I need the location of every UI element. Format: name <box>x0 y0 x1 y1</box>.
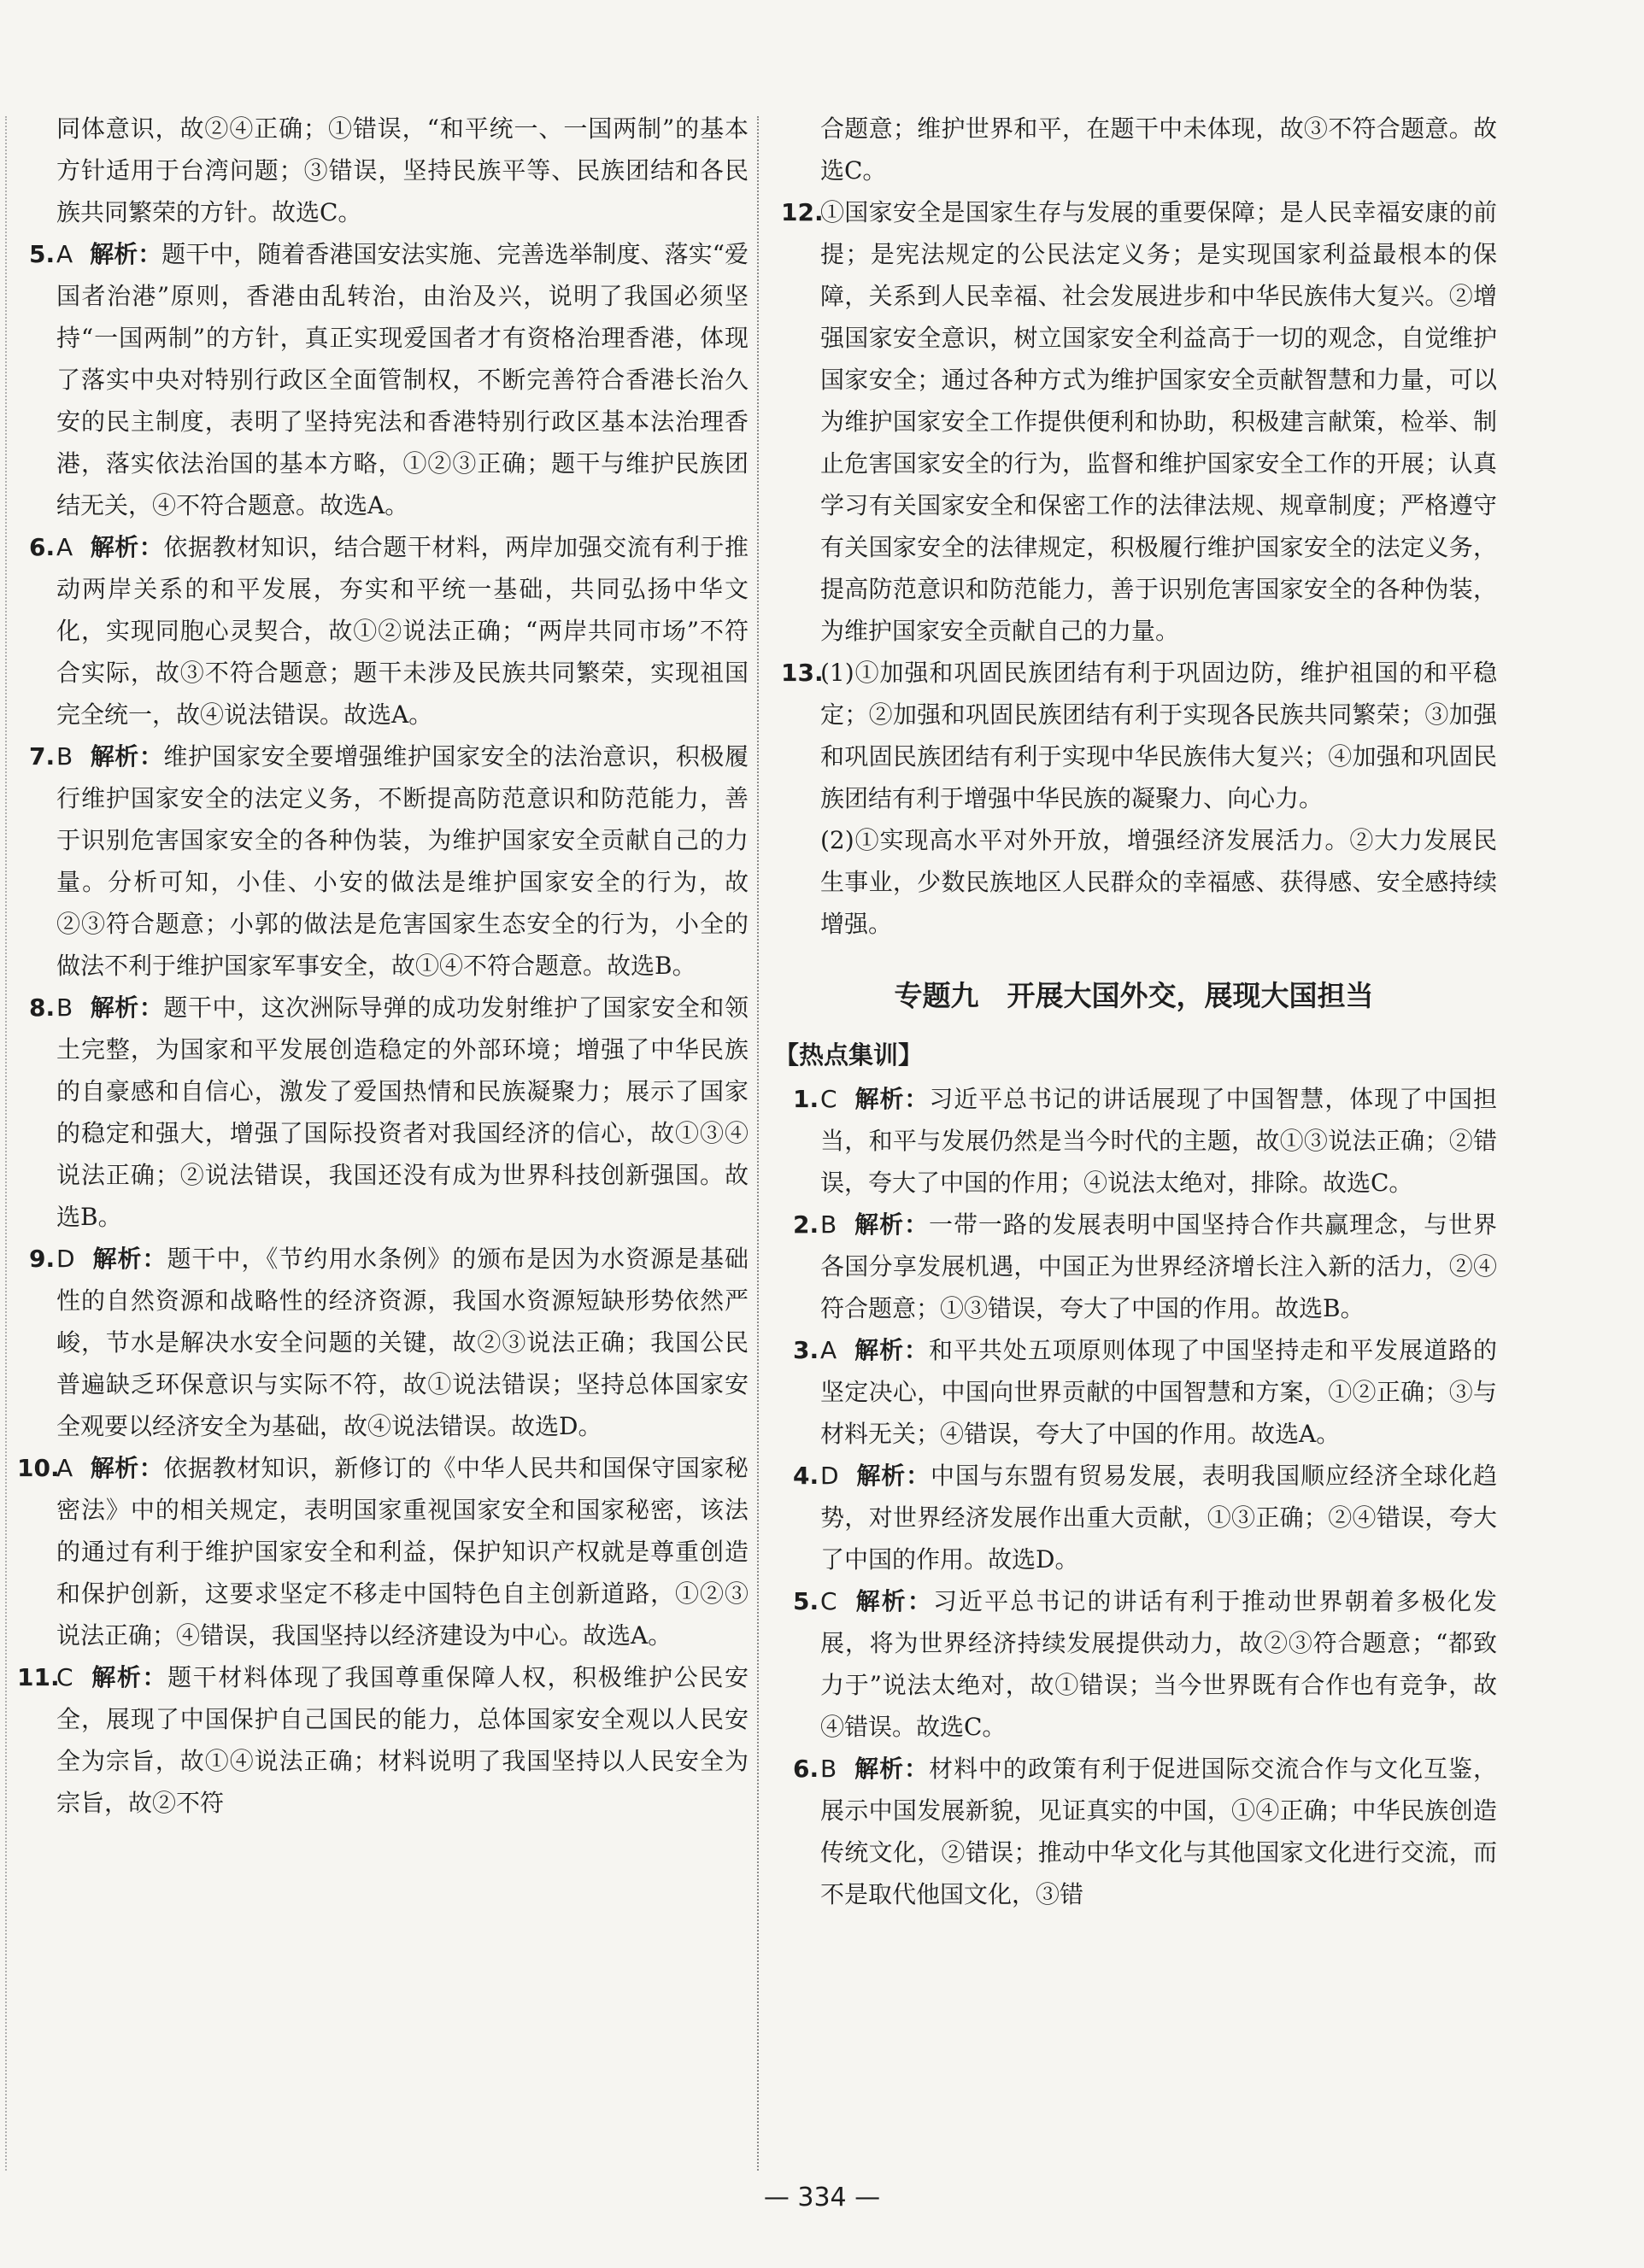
answer-item-10 <box>7 1447 749 1656</box>
section-title: 专题九 开展大国外交，展现大国担当 <box>894 979 1374 1012</box>
item-number: 11. <box>17 1663 60 1691</box>
item-text: 习近平总书记的讲话展现了中国智慧，体现了中国担当，和平与发展仍然是当今时代的主题，故①③说法正确；②错误，夸大了中国的作用；④说法太绝对，排除。故选C。 <box>820 1085 1497 1197</box>
item-text: 和平共处五项原则体现了中国坚持走和平发展道路的坚定决心，中国向世界贡献的中国智慧和方案，①②正确；③与材料无关；④错误，夸大了中国的作用。故选A。 <box>820 1336 1497 1448</box>
item-answer: A <box>56 1454 73 1482</box>
item-answer: B <box>56 993 73 1022</box>
item-text: 中国与东盟有贸易发展，表明我国顺应经济全球化趋势，对世界经济发展作出重大贡献，①③正确；②④错误，夸大了中国的作用。故选D。 <box>820 1462 1497 1574</box>
answer-item-13-part2: (2)①实现高水平对外开放，增强经济发展活力。②大力发展民生事业，少数民族地区人民群众的幸福感、获得感、安全感持续增强。 <box>820 826 1497 938</box>
item-number: 6. <box>793 1755 819 1783</box>
item-number: 3. <box>793 1336 819 1364</box>
item-label: 解析： <box>90 533 164 561</box>
item-answer: B <box>820 1210 837 1239</box>
item-label: 解析： <box>854 1336 929 1364</box>
item-answer: D <box>820 1462 839 1490</box>
item-answer: C <box>820 1587 837 1615</box>
item-text: 一带一路的发展表明中国坚持合作共赢理念，与世界各国分享发展机遇，中国正为世界经济增长注入新的活力，②④符合题意；①③错误，夸大了中国的作用。故选B。 <box>820 1210 1497 1322</box>
item-number: 4. <box>793 1462 819 1490</box>
item-label: 解析： <box>854 1587 933 1615</box>
answer-item-r6 <box>771 1748 1497 1915</box>
item-label: 解析： <box>854 1755 930 1783</box>
column-divider <box>757 116 759 2171</box>
answer-item-r5 <box>771 1580 1497 1748</box>
item-answer: B <box>56 742 73 771</box>
item-label: 解析： <box>90 1663 168 1691</box>
item-number: 7. <box>29 742 56 771</box>
item-text: 习近平总书记的讲话有利于推动世界朝着多极化发展，将为世界经济持续发展提供动力，故②③符合题意；“都致力于”说法太绝对，故①错误；当今世界既有合作也有竞争，故④错误。故选C。 <box>820 1587 1497 1741</box>
answer-item-6 <box>7 526 749 735</box>
item-answer: B <box>820 1755 837 1783</box>
item-answer: A <box>56 533 73 561</box>
answer-item-r1 <box>771 1078 1497 1204</box>
continued-text-right: 合题意；维护世界和平，在题干中未体现，故③不符合题意。故选C。 <box>820 114 1497 185</box>
answer-item-11 <box>7 1656 749 1824</box>
answer-item-r3 <box>771 1329 1497 1455</box>
item-answer: A <box>56 240 73 268</box>
item-label: 解析： <box>90 742 164 771</box>
item-text: 依据教材知识，结合题干材料，两岸加强交流有利于推动两岸关系的和平发展，夯实和平统一基础，共同弘扬中华文化，实现同胞心灵契合，故①②说法正确；“两岸共同市场”不符合实际，故③不符合题意；题干未涉及民族共同繁荣，实现祖国完全统一，故④说法错误。故选A。 <box>56 533 749 729</box>
item-label: 解析： <box>854 1210 930 1239</box>
item-number: 5. <box>793 1587 819 1615</box>
answer-item-13 <box>771 652 1497 819</box>
item-text: 题干中，随着香港国安法实施、完善选举制度、落实“爱国者治港”原则，香港由乱转治，由治及兴，说明了我国必须坚持“一国两制”的方针，真正实现爱国者才有资格治理香港，体现了落实中央对特别行政区全面管制权，不断完善符合香港长治久安的民主制度，表明了坚持宪法和香港特别行政区基本法治理香港，落实依法治国的基本方略，①②③正确；题干与维护民族团结无关，④不符合题意。故选A。 <box>56 240 749 519</box>
answer-item-r4 <box>771 1455 1497 1580</box>
item-label: 解析： <box>90 240 162 268</box>
answer-item-8 <box>7 987 749 1238</box>
item-text: ①国家安全是国家生存与发展的重要保障；是人民幸福安康的前提；是宪法规定的公民法定义务；是实现国家利益最根本的保障，关系到人民幸福、社会发展进步和中华民族伟大复兴。②增强国家安全意识，树立国家安全利益高于一切的观念，自觉维护国家安全；通过各种方式为维护国家安全贡献智慧和力量，可以为维护国家安全工作提供便利和协助，积极建言献策，检举、制止危害国家安全的行为，监督和维护国家安全工作的开展；认真学习有关国家安全和保密工作的法律法规、规章制度；严格遵守有关国家安全的法律规定，积极履行维护国家安全的法定义务，提高防范意识和防范能力，善于识别危害国家安全的各种伪装，为维护国家安全贡献自己的力量。 <box>820 198 1497 645</box>
answer-item-12 <box>771 191 1497 652</box>
left-column <box>7 108 749 1824</box>
item-label: 解析： <box>855 1462 931 1490</box>
item-answer: D <box>56 1245 75 1273</box>
right-column <box>771 108 1497 1915</box>
item-label: 解析： <box>91 1245 167 1273</box>
item-answer: C <box>820 1085 837 1113</box>
item-number: 5. <box>29 240 56 268</box>
continued-text-left: 同体意识，故②④正确；①错误，“和平统一、一国两制”的基本方针适用于台湾问题；③错误，坚持民族平等、民族团结和各民族共同繁荣的方针。故选C。 <box>56 114 749 226</box>
answer-item-7 <box>7 735 749 987</box>
item-number: 1. <box>793 1085 819 1113</box>
item-label: 解析： <box>90 1454 164 1482</box>
item-text: 依据教材知识，新修订的《中华人民共和国保守国家秘密法》中的相关规定，表明国家重视国家安全和国家秘密，该法的通过有利于维护国家安全和利益，保护知识产权就是尊重创造和保护创新，这要求坚定不移走中国特色自主创新道路，①②③说法正确；④错误，我国坚持以经济建设为中心。故选A。 <box>56 1454 749 1650</box>
item-text: 维护国家安全要增强维护国家安全的法治意识，积极履行维护国家安全的法定义务，不断提高防范意识和防范能力，善于识别危害国家安全的各种伪装，为维护国家安全贡献自己的力量。分析可知，小佳、小安的做法是维护国家安全的行为，故②③符合题意；小郭的做法是危害国家生态安全的行为，小全的做法不利于维护国家军事安全，故①④不符合题意。故选B。 <box>56 742 749 980</box>
item-number: 13. <box>781 659 824 687</box>
item-text: 题干中，《节约用水条例》的颁布是因为水资源是基础性的自然资源和战略性的经济资源，我国水资源短缺形势依然严峻，节水是解决水安全问题的关键，故②③说法正确；我国公民普遍缺乏环保意识与实际不符，故①说法错误；坚持总体国家安全观要以经济安全为基础，故④说法错误。故选D。 <box>56 1245 749 1440</box>
answer-item-r2 <box>771 1204 1497 1329</box>
item-text: 题干中，这次洲际导弹的成功发射维护了国家安全和领土完整，为国家和平发展创造稳定的外部环境；增强了中华民族的自豪感和自信心，激发了爱国热情和民族凝聚力；展示了国家的稳定和强大，增强了国际投资者对我国经济的信心，故①③④说法正确；②说法错误，我国还没有成为世界科技创新强国。故选B。 <box>56 993 749 1231</box>
item-answer: C <box>56 1663 73 1691</box>
answer-item-9 <box>7 1238 749 1447</box>
item-number: 8. <box>29 993 56 1022</box>
item-number: 9. <box>29 1245 56 1273</box>
item-text: 材料中的政策有利于促进国际交流合作与文化互鉴，展示中国发展新貌，见证真实的中国，①④正确；中华民族创造传统文化，②错误；推动中华文化与其他国家文化进行交流，而不是取代他国文化，③错 <box>820 1755 1497 1908</box>
section-tag: 【热点集训】 <box>774 1040 924 1070</box>
item-text-part1: (1)①加强和巩固民族团结有利于巩固边防，维护祖国的和平稳定；②加强和巩固民族团结有利于实现各民族共同繁荣；③加强和巩固民族团结有利于实现中华民族伟大复兴；④加强和巩固民族团结有利于增强中华民族的凝聚力、向心力。 <box>820 659 1497 812</box>
item-label: 解析： <box>90 993 164 1022</box>
item-answer: A <box>820 1336 837 1364</box>
page-number: — 334 — <box>763 2183 881 2212</box>
item-number: 2. <box>793 1210 819 1239</box>
answer-item-5 <box>7 233 749 526</box>
item-text: 题干材料体现了我国尊重保障人权，积极维护公民安全，展现了中国保护自己国民的能力，总体国家安全观以人民安全为宗旨，故①④说法正确；材料说明了我国坚持以人民安全为宗旨，故②不符 <box>56 1663 749 1817</box>
item-number: 6. <box>29 533 56 561</box>
item-number: 10. <box>17 1454 60 1482</box>
item-number: 12. <box>781 198 824 226</box>
item-label: 解析： <box>854 1085 930 1113</box>
